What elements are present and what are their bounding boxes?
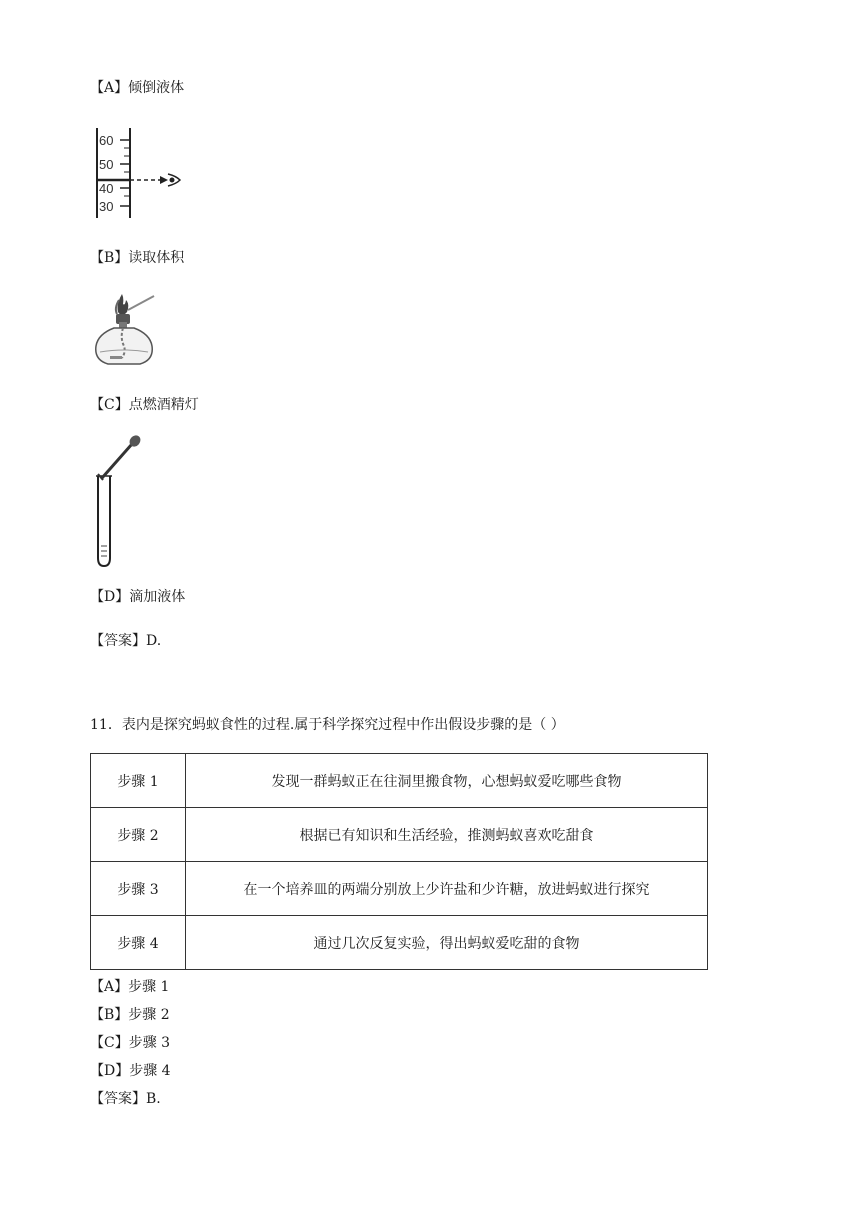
- tick-label-40: 40: [99, 181, 114, 196]
- tick-label-60: 60: [99, 133, 114, 148]
- table-row: [91, 754, 708, 808]
- option-a-text: 【A】步骤 1: [90, 979, 170, 995]
- step-label: 步骤 2: [91, 808, 186, 862]
- option-b-text: 【B】读取体积: [90, 250, 185, 266]
- option-d-text: 【D】滴加液体: [90, 589, 186, 605]
- steps-table: [90, 753, 708, 970]
- tick-label-30: 30: [99, 199, 114, 214]
- tick-label-50: 50: [99, 157, 114, 172]
- dropper-test-tube-figure: [94, 434, 144, 568]
- question-11-text: 11．表内是探究蚂蚁食性的过程.属于科学探究过程中作出假设步骤的是（ ）: [90, 717, 565, 733]
- step-label: 步骤 3: [91, 862, 186, 916]
- step-description: 根据已有知识和生活经验，推测蚂蚁喜欢吃甜食: [186, 808, 708, 862]
- step-label: 步骤 4: [91, 916, 186, 970]
- step-description: 通过几次反复实验，得出蚂蚁爱吃甜的食物: [186, 916, 708, 970]
- option-c-text: 【C】点燃酒精灯: [90, 397, 199, 413]
- table-row: [91, 862, 708, 916]
- graduated-cylinder-figure: [90, 126, 190, 220]
- step-label: 步骤 1: [91, 754, 186, 808]
- option-b-text: 【B】步骤 2: [90, 1007, 170, 1023]
- option-d-text: 【D】步骤 4: [90, 1063, 171, 1079]
- option-a-text: 【A】倾倒液体: [90, 80, 185, 96]
- eye-icon: [168, 174, 180, 186]
- table-row: [91, 916, 708, 970]
- step-description: 发现一群蚂蚁正在往洞里搬食物，心想蚂蚁爱吃哪些食物: [186, 754, 708, 808]
- alcohol-lamp-figure: [92, 290, 158, 372]
- table-row: [91, 808, 708, 862]
- step-description: 在一个培养皿的两端分别放上少许盐和少许糖，放进蚂蚁进行探究: [186, 862, 708, 916]
- answer-q10: 【答案】D.: [90, 633, 162, 649]
- option-c-text: 【C】步骤 3: [90, 1035, 171, 1051]
- answer-q11: 【答案】B.: [90, 1091, 161, 1107]
